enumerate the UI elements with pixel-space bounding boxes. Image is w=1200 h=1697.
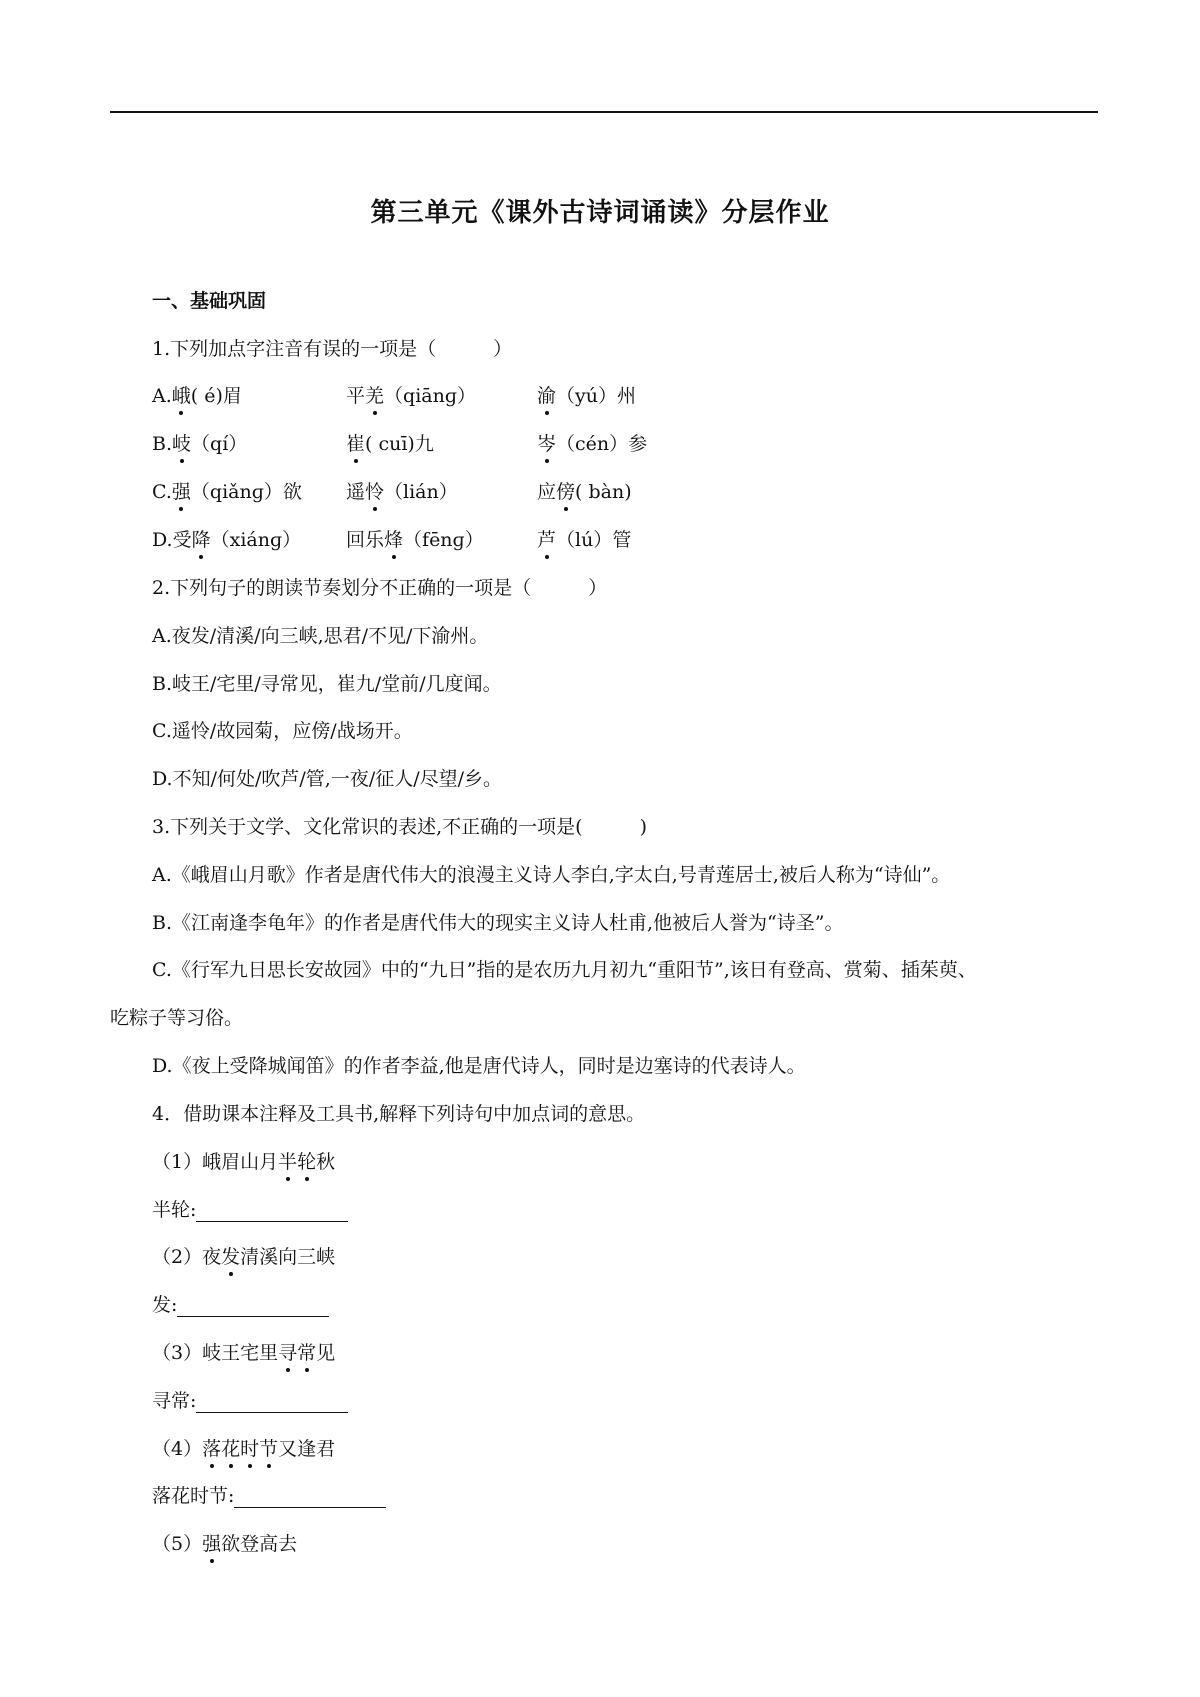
q4-item-1: （1）峨眉山月半轮秋 (152, 1151, 336, 1173)
q2-option-d: D.不知/何处/吹芦/管,一夜/征人/尽望/乡。 (152, 768, 503, 790)
dotted-char: 烽 (384, 529, 404, 551)
q2-option-c: C.遥怜/故园菊，应傍/战场开。 (152, 720, 413, 742)
dotted-char: 峨 (171, 385, 191, 407)
q4-item-2: （2）夜发清溪向三峡 (152, 1246, 336, 1268)
dotted-char: 崔 (346, 433, 366, 455)
dotted-char: 怜 (365, 481, 385, 503)
dotted-char: 花 (221, 1438, 241, 1460)
header-rule (110, 111, 1098, 113)
q2-option-b: B.岐王/宅里/寻常见，崔九/堂前/几度闻。 (152, 673, 502, 695)
q4-answer-1[interactable]: 半轮: (152, 1198, 348, 1222)
q4-item-3: （3）岐王宅里寻常见 (152, 1342, 336, 1364)
question-2-stem: 2.下列句子的朗读节奏划分不正确的一项是（ ） (152, 577, 608, 599)
dotted-char: 落 (202, 1438, 222, 1460)
q3-option-b: B.《江南逢李龟年》的作者是唐代伟大的现实主义诗人杜甫,他被后人誉为“诗圣”。 (152, 912, 844, 934)
question-3-stem: 3.下列关于文学、文化常识的表述,不正确的一项是( ) (152, 816, 647, 838)
answer-blank (234, 1487, 386, 1508)
q3-option-c: C.《行军九日思长安故园》中的“九日”指的是农历九月初九“重阳节”,该日有登高、赏菊、插茱萸、 (152, 959, 977, 981)
q3-option-d: D.《夜上受降城闻笛》的作者李益,他是唐代诗人，同时是边塞诗的代表诗人。 (152, 1055, 806, 1077)
dotted-char: 常 (297, 1342, 317, 1364)
page-title: 第三单元《课外古诗词诵读》分层作业 (370, 198, 830, 228)
dotted-char: 岑 (537, 433, 557, 455)
dotted-char: 渝 (537, 385, 557, 407)
answer-blank (196, 1392, 348, 1413)
question-1-stem: 1.下列加点字注音有误的一项是（ ） (152, 338, 513, 360)
dotted-char: 羌 (365, 385, 385, 407)
dotted-word: 强 (202, 1533, 222, 1555)
q4-answer-3[interactable]: 寻常: (152, 1389, 348, 1413)
dotted-char: 节 (259, 1438, 279, 1460)
dotted-word (278, 1151, 316, 1173)
dotted-char: 芦 (537, 529, 557, 551)
section-heading: 一、基础巩固 (152, 290, 267, 312)
q4-item-5: （5）强欲登高去 (152, 1533, 298, 1555)
dotted-char: 半 (278, 1151, 298, 1173)
q3-option-a: A.《峨眉山月歌》作者是唐代伟大的浪漫主义诗人李白,字太白,号青莲居士,被后人称为“诗仙”。 (152, 864, 951, 886)
dotted-word (278, 1342, 316, 1364)
dotted-char: 降 (191, 529, 211, 551)
dotted-word: 发 (221, 1246, 241, 1268)
dotted-char: 傍 (556, 481, 576, 503)
q4-answer-2[interactable]: 发: (152, 1293, 329, 1317)
q4-answer-4[interactable]: 落花时节: (152, 1484, 386, 1508)
dotted-char: 强 (171, 481, 191, 503)
answer-blank (196, 1201, 348, 1222)
q3-option-c-cont: 吃粽子等习俗。 (110, 1007, 244, 1029)
dotted-char: 时 (240, 1438, 260, 1460)
dotted-char: 岐 (172, 433, 192, 455)
answer-blank (177, 1296, 329, 1317)
q2-option-a: A.夜发/清溪/向三峡,思君/不见/下渝州。 (152, 625, 489, 647)
dotted-char: 轮 (297, 1151, 317, 1173)
dotted-char: 寻 (278, 1342, 298, 1364)
question-4-stem: 4．借助课本注释及工具书,解释下列诗句中加点词的意思。 (152, 1103, 646, 1125)
dotted-word (202, 1438, 278, 1460)
q4-item-4: （4）落花时节又逢君 (152, 1438, 336, 1460)
